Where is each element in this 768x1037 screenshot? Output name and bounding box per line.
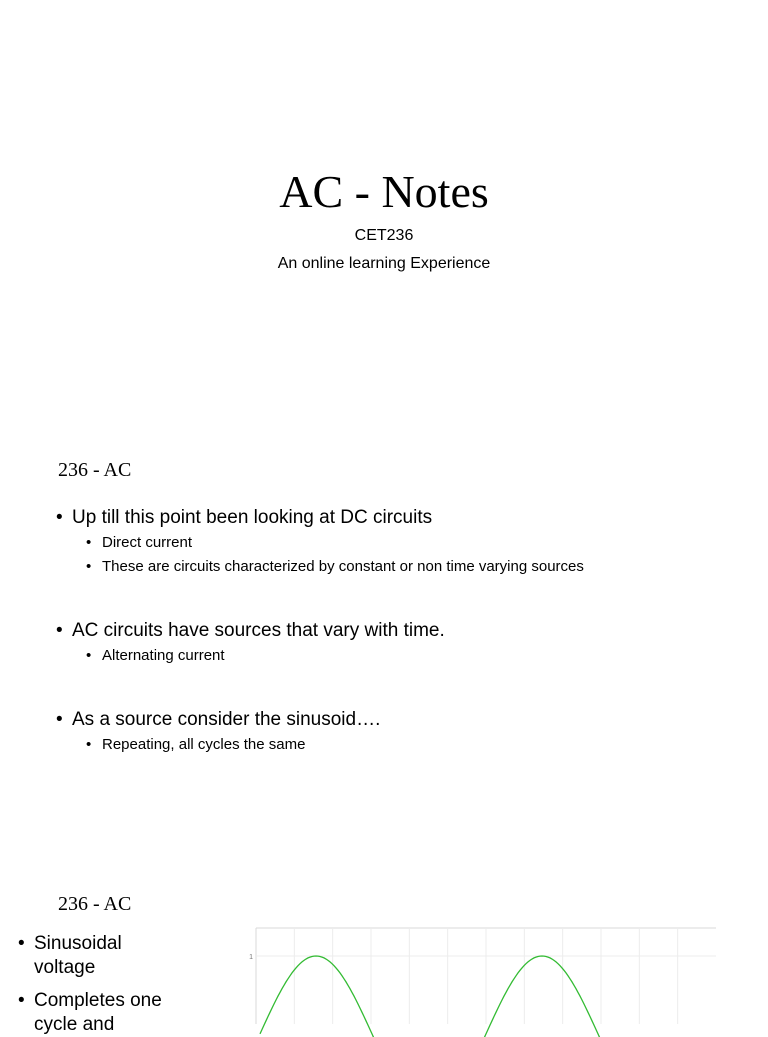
bullet-dot: • [86, 647, 92, 664]
sine-series-line [260, 956, 650, 1037]
bullet-text: Up till this point been looking at DC circuits [72, 507, 433, 528]
sub-bullet-item [86, 557, 584, 577]
sub-bullet-text: These are circuits characterized by constant or non time varying sources [102, 558, 584, 575]
bullet-item [56, 708, 380, 732]
sub-bullet-item [86, 646, 225, 666]
bullet-dot: • [86, 736, 92, 753]
bullet-dot: • [18, 990, 25, 1011]
slide-heading: 236 - AC [58, 893, 132, 915]
bullet-text: Sinusoidal voltage [34, 933, 122, 978]
sinusoid-chart [230, 924, 730, 1024]
sub-bullet-item [86, 533, 192, 553]
sub-bullet-text: Direct current [102, 534, 193, 551]
title-slide [0, 0, 768, 430]
slide-title: AC - Notes [279, 166, 489, 217]
slide-heading: 236 - AC [58, 459, 132, 481]
bullet-dot: • [56, 709, 63, 730]
slide-subtitle-description: An online learning Experience [277, 255, 491, 272]
bullet-item [56, 619, 445, 643]
sub-bullet-item [86, 735, 305, 755]
bullet-dot: • [86, 558, 92, 575]
y-tick-label: 1 [249, 954, 253, 961]
slide-subtitle-course: CET236 [354, 227, 414, 244]
content-slide-sinusoid [0, 860, 768, 1035]
bullet-dot: • [56, 507, 63, 528]
bullet-item [18, 932, 168, 980]
bullet-dot: • [18, 933, 25, 954]
sinusoid-chart-svg [230, 924, 730, 1024]
sub-bullet-text: Alternating current [102, 647, 225, 664]
sub-bullet-text: Repeating, all cycles the same [102, 736, 306, 753]
bullet-text: AC circuits have sources that vary with time. [72, 620, 445, 641]
bullet-dot: • [56, 620, 63, 641]
bullet-text: Completes one cycle and [34, 990, 162, 1035]
bullet-item [56, 506, 432, 530]
content-slide-intro [0, 430, 768, 860]
bullet-dot: • [86, 534, 92, 551]
bullet-text: As a source consider the sinusoid…. [72, 709, 381, 730]
bullet-item [18, 989, 168, 1037]
